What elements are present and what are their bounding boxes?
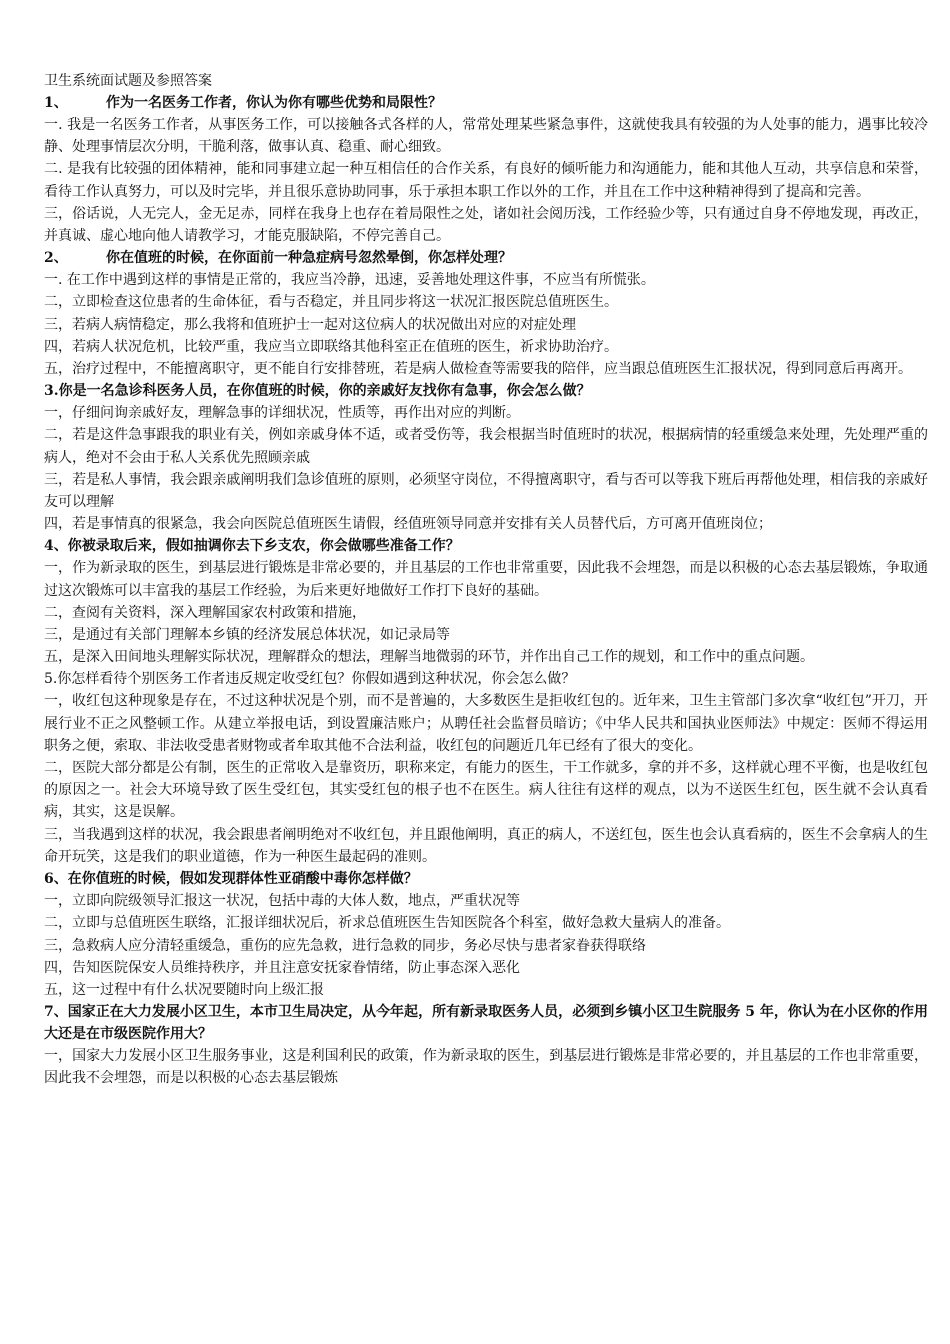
answer-paragraph: 一，收红包这种现象是存在，不过这种状况是个别，而不是普遍的，大多数医生是拒收红包的。近年来，卫生主管部门多次拿“收红包”开刀，开展行业不正之风整顿工作。从建立举报电话，到设置廉洁账户；从聘任社会监督员暗访；《中华人民共和国执业医师法》中规定：医师不得运用职务之便，索取、非法收受患者财物或者牟取其他不合法利益，收红包的问题近几年已经有了很大的变化。 [44, 693, 928, 754]
answer-paragraph: 三，若是私人事情，我会跟亲戚阐明我们急诊值班的原则，必须坚守岗位，不得擅离职守，看与否可以等我下班后再帮他处理，相信我的亲戚好友可以理解 [44, 471, 928, 511]
answer-paragraph: 二，查阅有关资料，深入理解国家农村政策和措施， [44, 604, 366, 621]
answer-paragraph: 二，医院大部分都是公有制，医生的正常收入是靠资历，职称来定，有能力的医生，干工作就多，拿的并不多，这样就心理不平衡，也是收红包的原因之一。社会大环境导致了医生受红包，其实受红包的根子也不在医生。病人往往有这样的观点，以为不送医生红包，医生就不会认真看病，其实，这是误解。 [44, 760, 928, 821]
question-number: 3. [44, 383, 59, 400]
qa-section-2 [44, 247, 928, 380]
question-heading [44, 868, 928, 890]
answer-paragraph: 一，国家大力发展小区卫生服务事业，这是利国利民的政策，作为新录取的医生，到基层进行锻炼是非常必要的，并且基层的工作也非常重要，因此我不会埋怨，而是以积极的心态去基层锻炼 [44, 1048, 928, 1087]
question-text: 你被录取后来，假如抽调你去下乡支农，你会做哪些准备工作？ [67, 538, 460, 555]
answer-paragraph: 一，仔细问询亲戚好友，理解急事的详细状况，性质等，再作出对应的判断。 [44, 405, 520, 422]
answer-paragraph: 三，急救病人应分清轻重缓急，重伤的应先急救，进行急救的同步，务必尽快与患者家眷获得联络 [44, 937, 646, 954]
question-heading [44, 92, 928, 114]
answer-paragraph: 四，告知医院保安人员维持秩序，并且注意安抚家眷情绪，防止事态深入恶化 [44, 959, 520, 976]
question-text: 在你值班的时候，假如发现群体性亚硝酸中毒你怎样做？ [67, 871, 418, 888]
qa-section-5 [44, 668, 928, 868]
answer-paragraph: 一. 在工作中遇到这样的事情是正常的，我应当冷静，迅速，妥善地处理这件事，不应当有所慌张。 [44, 272, 655, 289]
answer-paragraph: 四，若是事情真的很紧急，我会向医院总值班医生请假，经值班领导同意并安排有关人员替代后，方可离开值班岗位； [44, 516, 772, 533]
question-text: 你怎样看待个别医务工作者违反规定收受红包？你假如遇到这种状况，你会怎么做？ [57, 671, 576, 688]
question-text: 你是一名急诊科医务人员，在你值班的时候，你的亲戚好友找你有急事，你会怎么做？ [58, 383, 591, 400]
qa-section-3 [44, 380, 928, 535]
qa-section-7 [44, 1001, 928, 1089]
answer-paragraph: 二，若是这件急事跟我的职业有关，例如亲戚身体不适，或者受伤等，我会根据当时值班时的状况，根据病情的轻重缓急来处理，先处理严重的病人，绝对不会由于私人关系优先照顾亲戚 [44, 427, 928, 466]
answer-paragraph: 一，作为新录取的医生，到基层进行锻炼是非常必要的，并且基层的工作也非常重要，因此我不会埋怨，而是以积极的心态去基层锻炼，争取通过这次锻炼可以丰富我的基层工作经验，为后来更好地做好工作打下良好的基础。 [44, 560, 928, 599]
question-number: 4、 [44, 538, 68, 555]
question-number: 7、 [44, 1004, 68, 1021]
question-text: 你在值班的时候，在你面前一种急症病号忽然晕倒，你怎样处理？ [106, 250, 512, 267]
answer-paragraph: 二. 是我有比较强的团体精神，能和同事建立起一种互相信任的合作关系，有良好的倾听能力和沟通能力，能和其他人互动，共享信息和荣誉，看待工作认真努力，可以及时完毕，并且很乐意协助同事，乐于承担本职工作以外的工作，并且在工作中这种精神得到了提高和完善。 [44, 161, 928, 200]
answer-paragraph: 三，是通过有关部门理解本乡镇的经济发展总体状况，如记录局等 [44, 627, 450, 644]
question-number: 5. [44, 671, 58, 688]
qa-section-1 [44, 92, 928, 247]
answer-paragraph: 三，若病人病情稳定，那么我将和值班护士一起对这位病人的状况做出对应的对症处理 [44, 316, 576, 333]
answer-paragraph: 五，治疗过程中，不能擅离职守，更不能自行安排替班，若是病人做检查等需要我的陪伴，应当跟总值班医生汇报状况，得到同意后再离开。 [44, 361, 912, 378]
question-heading [44, 247, 928, 269]
question-heading [44, 380, 928, 402]
question-heading [44, 668, 928, 690]
answer-paragraph: 五，是深入田间地头理解实际状况，理解群众的想法，理解当地微弱的环节，并作出自己工作的规划，和工作中的重点问题。 [44, 649, 814, 666]
question-text: 作为一名医务工作者，你认为你有哪些优势和局限性？ [106, 95, 442, 111]
qa-section-6 [44, 868, 928, 1001]
answer-paragraph: 三，当我遇到这样的状况，我会跟患者阐明绝对不收红包，并且跟他阐明，真正的病人，不送红包，医生也会认真看病的，医生不会拿病人的生命开玩笑，这是我们的职业道德，作为一种医生最起码的准则。 [44, 826, 928, 865]
qa-section-4 [44, 535, 928, 668]
question-heading [44, 1001, 928, 1045]
answer-paragraph: 一. 我是一名医务工作者，从事医务工作，可以接触各式各样的人，常常处理某些紧急事件，这就使我具有较强的为人处事的能力，遇事比较冷静、处理事情层次分明，干脆利落，做事认真、稳重、耐心细致。 [44, 117, 928, 156]
answer-paragraph: 二，立即检查这位患者的生命体征，看与否稳定，并且同步将这一状况汇报医院总值班医生。 [44, 294, 618, 311]
question-number: 1、 [44, 95, 68, 111]
question-text: 国家正在大力发展小区卫生，本市卫生局决定，从今年起，所有新录取医务人员，必须到乡镇小区卫生院服务 5 年，你认为在小区你的作用大还是在市级医院作用大？ [44, 1004, 928, 1043]
document-title: 卫生系统面试题及参照答案 [44, 73, 212, 89]
answer-paragraph: 五，这一过程中有什么状况要随时向上级汇报 [44, 981, 324, 998]
question-number: 6、 [44, 871, 68, 888]
question-heading [44, 535, 928, 557]
answer-paragraph: 一，立即向院级领导汇报这一状况，包括中毒的大体人数，地点，严重状况等 [44, 893, 520, 910]
question-number: 2、 [44, 250, 68, 267]
answer-paragraph: 四，若病人状况危机，比较严重，我应当立即联络其他科室正在值班的医生，祈求协助治疗。 [44, 338, 618, 355]
answer-paragraph: 二，立即与总值班医生联络，汇报详细状况后，祈求总值班医生告知医院各个科室，做好急救大量病人的准备。 [44, 915, 730, 932]
answer-paragraph: 三，俗话说，人无完人，金无足赤，同样在我身上也存在着局限性之处，诸如社会阅历浅，工作经验少等，只有通过自身不停地发现，再改正，并真诚、虚心地向他人请教学习，才能克服缺陷，不停完善自己。 [44, 205, 928, 245]
